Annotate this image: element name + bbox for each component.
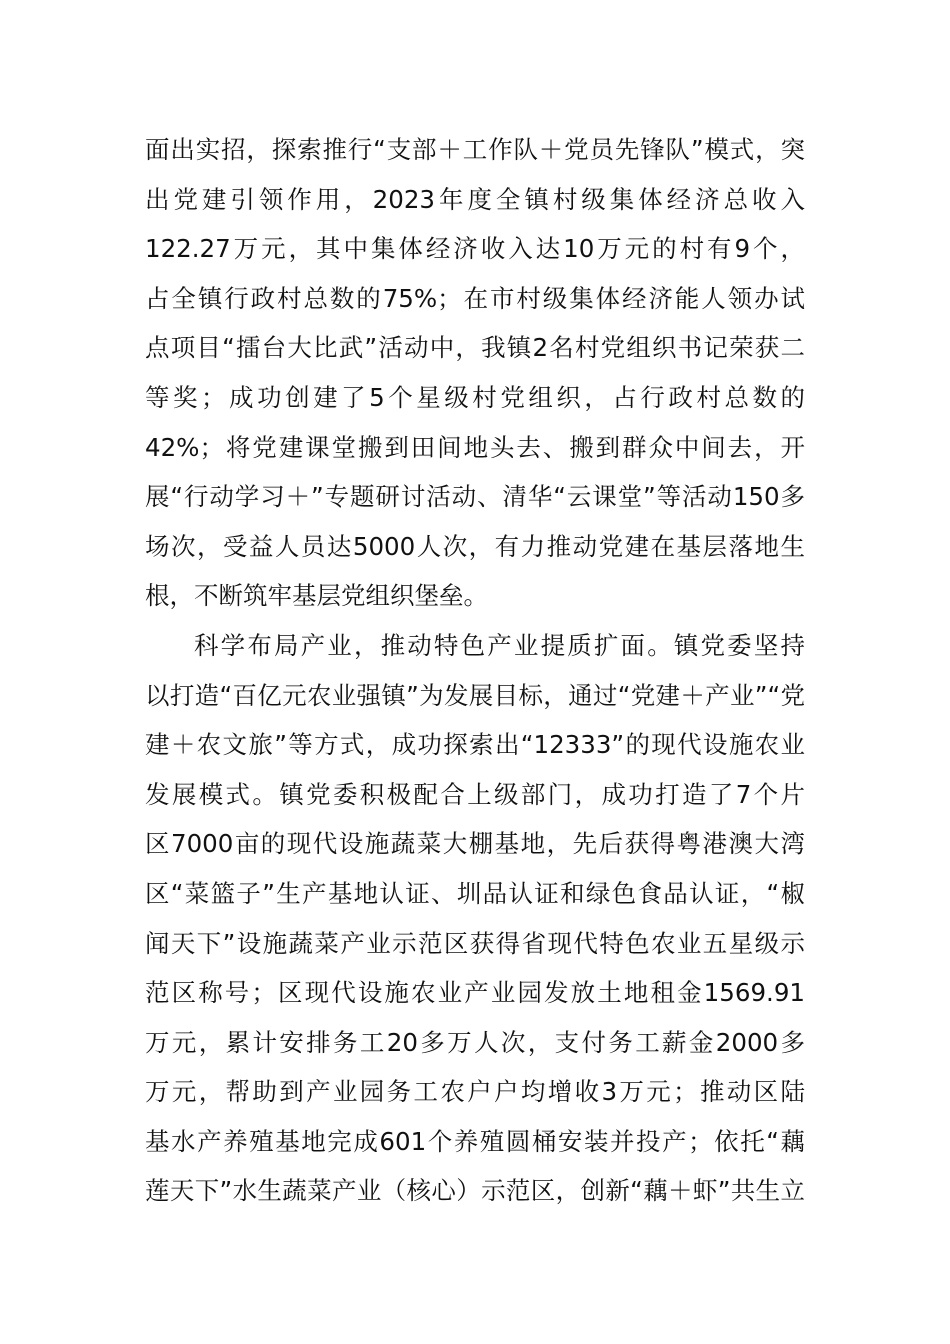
paragraph-1-line-2: 出党建引领作用，2023年度全镇村级集体经济总收入 <box>145 184 805 214</box>
paragraph-1-line-4: 占全镇行政村总数的75%；在市村级集体经济能人领办试 <box>145 283 805 313</box>
paragraph-1-line-9: 场次，受益人员达5000人次，有力推动党建在基层落地生 <box>145 531 805 561</box>
paragraph-1-line-1: 面出实招，探索推行“支部＋工作队＋党员先锋队”模式，突 <box>145 135 805 164</box>
paragraph-2-line-10: 万元，帮助到产业园务工农户户均增收3万元；推动区陆 <box>145 1077 805 1107</box>
paragraph-1-line-6: 等奖；成功创建了5个星级村党组织，占行政村总数的 <box>145 382 805 412</box>
paragraph-2-line-12: 莲天下”水生蔬菜产业（核心）示范区，创新“藕＋虾”共生立 <box>145 1176 805 1206</box>
paragraph-2-line-2: 以打造“百亿元农业强镇”为发展目标，通过“党建＋产业”“党 <box>145 680 805 710</box>
paragraph-2-line-7: 闻天下”设施蔬菜产业示范区获得省现代特色农业五星级示 <box>145 928 805 958</box>
document-body <box>145 125 805 1216</box>
paragraph-2-line-6: 区“菜篮子”生产基地认证、圳品认证和绿色食品认证，“椒 <box>145 878 805 908</box>
paragraph-2-line-1: 科学布局产业，推动特色产业提质扩面。镇党委坚持 <box>194 630 805 660</box>
paragraph-1-line-3: 122.27万元，其中集体经济收入达10万元的村有9个， <box>145 234 805 264</box>
paragraph-2-line-3: 建＋农文旅”等方式，成功探索出“12333”的现代设施农业 <box>145 730 805 760</box>
paragraph-2-line-5: 区7000亩的现代设施蔬菜大棚基地，先后获得粤港澳大湾 <box>145 829 805 859</box>
paragraph-2-line-9: 万元，累计安排务工20多万人次，支付务工薪金2000多 <box>145 1027 805 1057</box>
paragraph-1-line-10: 根，不断筑牢基层党组织堡垒。 <box>145 581 488 611</box>
paragraph-1-line-5: 点项目“擂台大比武”活动中，我镇2名村党组织书记荣获二 <box>145 333 805 363</box>
paragraph-2-line-4: 发展模式。镇党委积极配合上级部门，成功打造了7个片 <box>145 779 805 809</box>
paragraph-2-line-11: 基水产养殖基地完成601个养殖圆桶安装并投产；依托“藕 <box>145 1126 805 1156</box>
paragraph-1-line-7: 42%；将党建课堂搬到田间地头去、搬到群众中间去，开 <box>145 432 805 462</box>
paragraph-1-line-8: 展“行动学习＋”专题研讨活动、清华“云课堂”等活动150多 <box>145 482 805 512</box>
paragraph-2-line-8: 范区称号；区现代设施农业产业园发放土地租金1569.91 <box>145 978 805 1008</box>
